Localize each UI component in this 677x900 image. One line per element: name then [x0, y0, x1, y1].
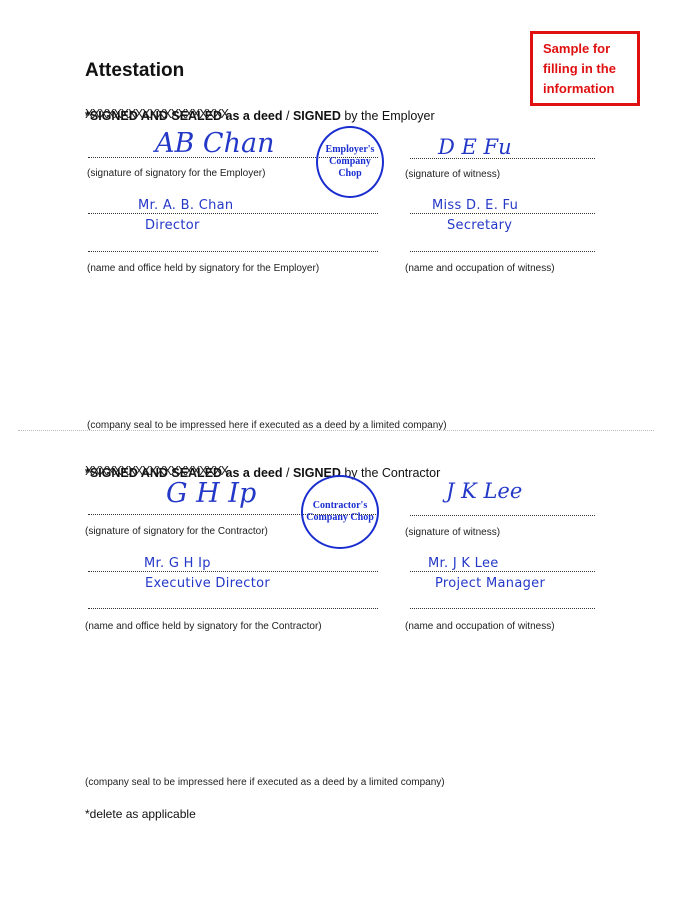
- contractor-seal-note: (company seal to be impressed here if executed as a deed by a limited company): [85, 777, 445, 788]
- employer-witness-line-2[interactable]: [410, 251, 595, 252]
- employer-name-line-2[interactable]: [88, 251, 378, 252]
- employer-witness-signature-caption: (signature of witness): [405, 169, 501, 180]
- employer-signature-caption: (signature of signatory for the Employer): [87, 168, 266, 179]
- employer-witness-signature: D E Fu: [438, 135, 512, 159]
- contractor-witness-signature: J K Lee: [446, 479, 523, 503]
- employer-name-caption: (name and office held by signatory for the Employer): [87, 263, 320, 274]
- employer-heading-signed: SIGNED: [292, 109, 341, 123]
- employer-witness-signature-line[interactable]: [410, 158, 595, 159]
- contractor-witness-signature-caption: (signature of witness): [405, 527, 501, 538]
- employer-name-line-1[interactable]: [88, 213, 378, 214]
- section-divider: [18, 430, 654, 431]
- contractor-chop-stamp: Contractor's Company Chop: [301, 475, 379, 549]
- page-title: Attestation: [85, 60, 185, 81]
- employer-signature: AB Chan: [155, 128, 275, 159]
- delete-note: *delete as applicable: [85, 807, 196, 821]
- contractor-name-line-2[interactable]: [88, 608, 378, 609]
- contractor-heading: [85, 466, 440, 480]
- contractor-heading-signed: SIGNED: [292, 466, 341, 480]
- employer-witness-name: Miss D. E. Fu: [432, 198, 519, 213]
- employer-heading-sep: /: [282, 109, 293, 123]
- contractor-signatory-office: Executive Director: [145, 576, 271, 591]
- employer-heading-by: by the Employer: [340, 109, 435, 123]
- contractor-witness-name: Mr. J K Lee: [428, 556, 499, 571]
- contractor-witness-signature-line[interactable]: [410, 515, 595, 516]
- employer-witness-line-1[interactable]: [410, 213, 595, 214]
- employer-witness-occupation: Secretary: [447, 218, 513, 233]
- contractor-heading-struck: *SIGNED AND SEALED as a deed XXXXXXXXXXXXXXXXXXXX: [85, 466, 283, 480]
- contractor-witness-line-2[interactable]: [410, 608, 595, 609]
- contractor-signature-caption: (signature of signatory for the Contractor): [85, 526, 268, 537]
- contractor-signature: G H Ip: [166, 478, 257, 509]
- contractor-name-line-1[interactable]: [88, 571, 378, 572]
- contractor-signatory-name: Mr. G H Ip: [144, 556, 211, 571]
- contractor-heading-by: by the Contractor: [340, 466, 441, 480]
- employer-chop-stamp: Employer's Company Chop: [316, 126, 384, 198]
- contractor-witness-line-1[interactable]: [410, 571, 595, 572]
- employer-witness-name-caption: (name and occupation of witness): [405, 263, 555, 274]
- contractor-witness-name-caption: (name and occupation of witness): [405, 621, 555, 632]
- employer-heading-struck: *SIGNED AND SEALED as a deed XXXXXXXXXXXXXXXXXXXX: [85, 109, 283, 123]
- contractor-name-caption: (name and office held by signatory for the Contractor): [85, 621, 322, 632]
- employer-signatory-office: Director: [145, 218, 200, 233]
- sample-note-box: Sample for filling in the information: [530, 31, 640, 106]
- contractor-heading-sep: /: [282, 466, 293, 480]
- employer-heading: [85, 109, 435, 123]
- employer-signatory-name: Mr. A. B. Chan: [138, 198, 234, 213]
- contractor-witness-occupation: Project Manager: [435, 576, 546, 591]
- employer-seal-note: (company seal to be impressed here if executed as a deed by a limited company): [87, 420, 447, 431]
